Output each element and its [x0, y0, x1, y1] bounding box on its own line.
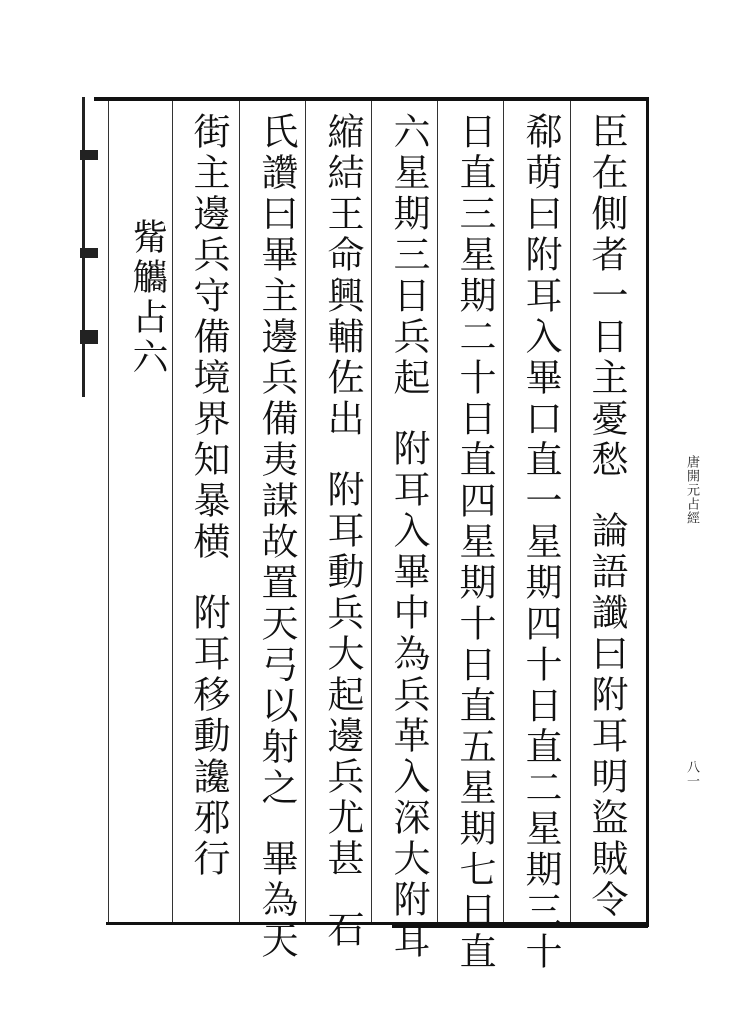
column-annotation: 畢為天: [255, 839, 298, 962]
margin-mark: [80, 248, 98, 258]
text-column-2: [519, 112, 562, 973]
column-divider: [305, 101, 306, 922]
column-divider: [239, 101, 240, 922]
column-divider: [108, 101, 109, 922]
column-annotation: 石: [321, 910, 364, 951]
right-border: [646, 97, 649, 927]
column-annotation: 論語讖曰附耳明盜賊令: [585, 511, 628, 921]
column-annotation: 附耳動兵大起邊兵尤甚: [321, 470, 364, 880]
margin-mark: [80, 330, 98, 344]
column-text: 日直三星期二十日直四星期十日直五星期七日直: [453, 112, 496, 973]
column-annotation: 附耳入畢中為兵革入深大附耳: [387, 429, 430, 962]
column-divider: [503, 101, 504, 922]
margin-book-title: 唐開元占經: [684, 455, 699, 525]
section-title: 觜觿占六: [127, 218, 168, 378]
column-text: 街主邊兵守備境界知暴横: [187, 112, 230, 563]
column-text: 郗萌曰附耳入畢口直一星期四十日直二星期三十: [519, 112, 562, 973]
text-column-7: [187, 112, 230, 880]
page-number: 八一: [684, 760, 699, 788]
left-margin-bleed: [82, 97, 101, 397]
column-divider: [437, 101, 438, 922]
text-column-1: [585, 112, 628, 921]
text-column-3: [453, 112, 496, 973]
column-annotation: 附耳移動讒邪行: [187, 593, 230, 880]
text-column-5: [321, 112, 364, 951]
column-text: 臣在側者一日主憂愁: [585, 112, 628, 481]
text-column-4: [387, 112, 430, 962]
column-divider: [570, 101, 571, 922]
column-text: 縮結王命興輔佐出: [321, 112, 364, 440]
margin-mark: [80, 150, 98, 160]
column-text: 六星期三日兵起: [387, 112, 430, 399]
column-divider: [371, 101, 372, 922]
text-column-6: [255, 112, 298, 962]
column-text: 氏讚曰畢主邊兵備夷謀故置天弓以射之: [255, 112, 298, 809]
